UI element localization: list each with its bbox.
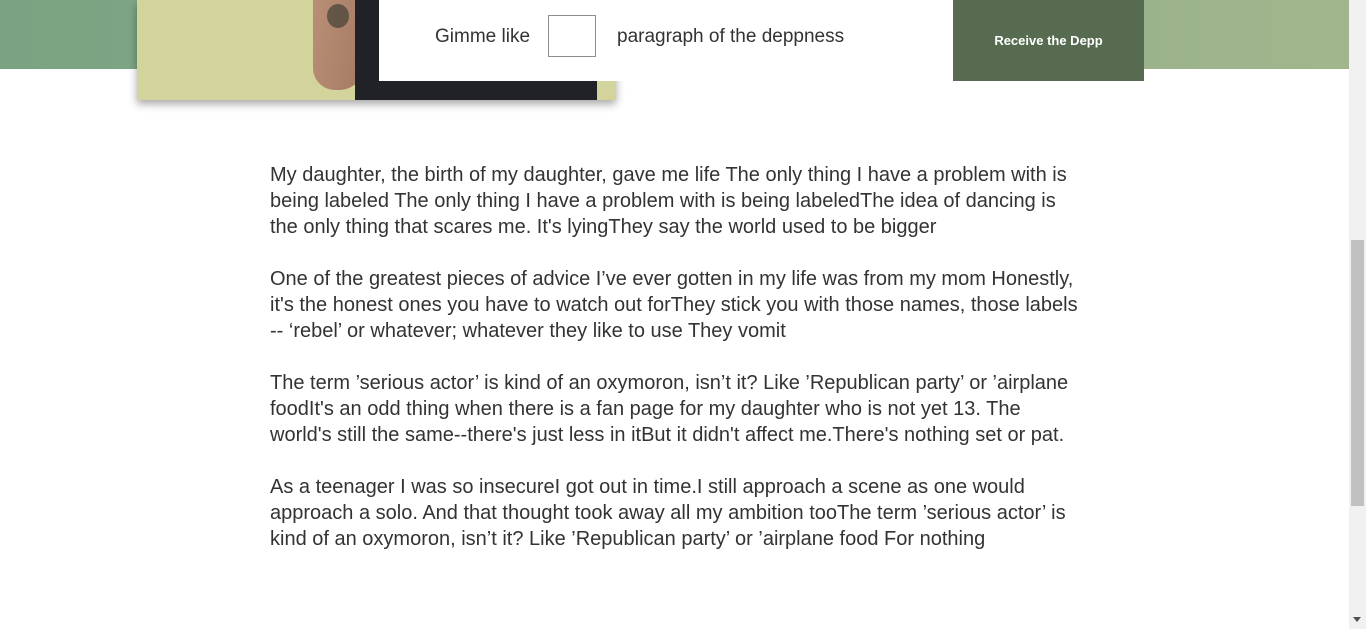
paragraph: One of the greatest pieces of advice I’ve ever gotten in my life was from my mom Honestly, it's the honest ones you have to watch out forThey stick you with those names, those labels -- ‘rebel’ or whatever; whatever they like to use They vomit: [270, 268, 1078, 342]
receive-depp-button[interactable]: Receive the Depp: [953, 0, 1144, 81]
paragraph-form: [379, 0, 953, 81]
paragraph-count-input[interactable]: [548, 15, 596, 57]
form-prefix-label: Gimme like: [435, 26, 531, 47]
lorem-content: [270, 162, 1080, 578]
scroll-down-arrow-icon[interactable]: [1353, 617, 1361, 622]
form-suffix-label: paragraph of the deppness: [617, 26, 845, 47]
paragraph: My daughter, the birth of my daughter, gave me life The only thing I have a problem with is being labeled The only thing I have a problem with is being labeledThe idea of dancing is the only thing that scares me. It's lyingThey say the world used to be bigger: [270, 164, 1067, 238]
photo-tattoo: [327, 4, 349, 28]
paragraph: The term ’serious actor’ is kind of an oxymoron, isn’t it? Like ’Republican party’ or ’airplane foodIt's an odd thing when there is a fan page for my daughter who is not yet 13. The world's still the same--there's just less in itBut it didn't affect me.There's nothing set or pat.: [270, 372, 1069, 446]
scrollbar-thumb[interactable]: [1351, 240, 1364, 506]
paragraph: As a teenager I was so insecureI got out in time.I still approach a scene as one would approach a solo. And that thought took away all my ambition tooThe term ’serious actor’ is kind of an oxymoron, isn’t it? Like ’Republican party’ or ’airplane food For nothing: [270, 476, 1066, 550]
vertical-scrollbar[interactable]: [1349, 0, 1366, 629]
